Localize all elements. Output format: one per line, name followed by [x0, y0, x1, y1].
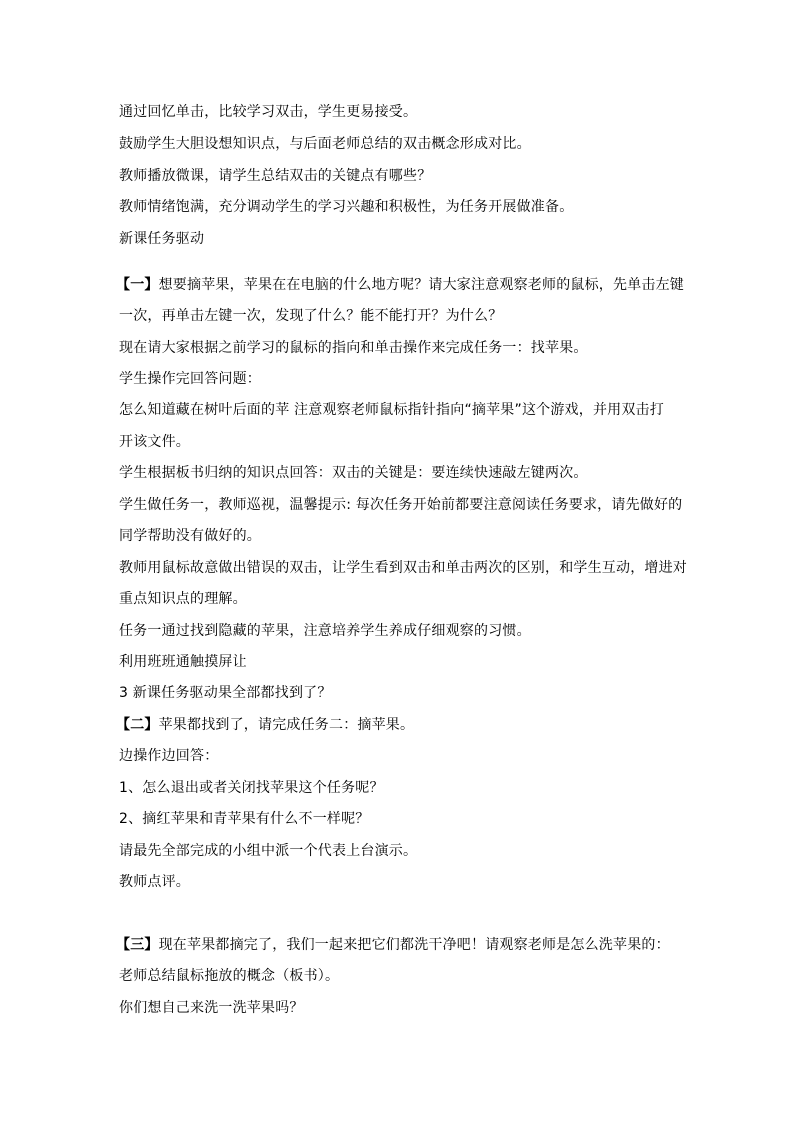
task-three-text: 现在苹果都摘完了，我们一起来把它们都洗干净吧！请观察老师是怎么洗苹果的： — [158, 937, 670, 953]
task-two-text: 苹果都找到了，请完成任务二：摘苹果。 — [158, 717, 415, 733]
text-line: 边操作边回答： — [119, 748, 219, 764]
task-two-line — [116, 716, 686, 734]
text-line: 学生根据板书归纳的知识点回答：双击的关键是：要连续快速敲左键两次。 — [119, 465, 588, 481]
text-line: 请最先全部完成的小组中派一个代表上台演示。 — [119, 843, 418, 859]
text-line: 教师情绪饱满，充分调动学生的学习兴趣和积极性，为任务开展做准备。 — [119, 199, 574, 215]
text-line: 学生操作完回答问题： — [119, 371, 261, 387]
task-two-marker: 【二】 — [116, 717, 159, 733]
text-line: 利用班班通触摸屏让 — [119, 654, 247, 670]
task-three-line — [116, 936, 686, 954]
section-heading: 新课任务驱动 — [119, 231, 205, 247]
text-line: 2、摘红苹果和青苹果有什么不一样呢？ — [119, 811, 370, 827]
task-three-marker: 【三】 — [116, 937, 159, 953]
text-line: 3 新课任务驱动果全部都找到了？ — [119, 685, 332, 701]
task-one-marker: 【一】 — [116, 277, 159, 293]
text-line: 鼓励学生大胆设想知识点，与后面老师总结的双击概念形成对比。 — [119, 136, 531, 152]
text-line: 一次，再单击左键一次，发现了什么？能不能打开？为什么？ — [119, 308, 503, 324]
text-line: 怎么知道藏在树叶后面的苹 注意观察老师鼠标指针指向“摘苹果”这个游戏，并用双击打 — [119, 402, 664, 418]
text-line: 同学帮助没有做好的。 — [119, 528, 261, 544]
text-line: 开该文件。 — [119, 434, 190, 450]
text-line: 教师播放微课，请学生总结双击的关键点有哪些？ — [119, 168, 432, 184]
text-line: 通过回忆单击，比较学习双击，学生更易接受。 — [119, 104, 418, 120]
text-line: 教师点评。 — [119, 874, 190, 890]
text-line: 你们想自己来洗一洗苹果吗？ — [119, 1000, 304, 1016]
text-line: 1、怎么退出或者关闭找苹果这个任务呢？ — [119, 780, 384, 796]
task-one-line — [116, 276, 686, 294]
text-line: 学生做任务一，教师巡视，温馨提示: 每次任务开始前都要注意阅读任务要求，请先做好的 — [119, 497, 683, 513]
text-line: 重点知识点的理解。 — [119, 591, 247, 607]
text-line: 现在请大家根据之前学习的鼠标的指向和单击操作来完成任务一：找苹果。 — [119, 340, 588, 356]
text-line: 教师用鼠标故意做出错误的双击，让学生看到双击和单击两次的区别，和学生互动，增进对 — [119, 560, 687, 576]
text-line: 任务一通过找到隐藏的苹果，注意培养学生养成仔细观察的习惯。 — [119, 623, 531, 639]
text-line: 老师总结鼠标拖放的概念（板书）。 — [119, 968, 340, 984]
task-one-text: 想要摘苹果，苹果在在电脑的什么地方呢？请大家注意观察老师的鼠标，先单击左键 — [158, 277, 685, 293]
